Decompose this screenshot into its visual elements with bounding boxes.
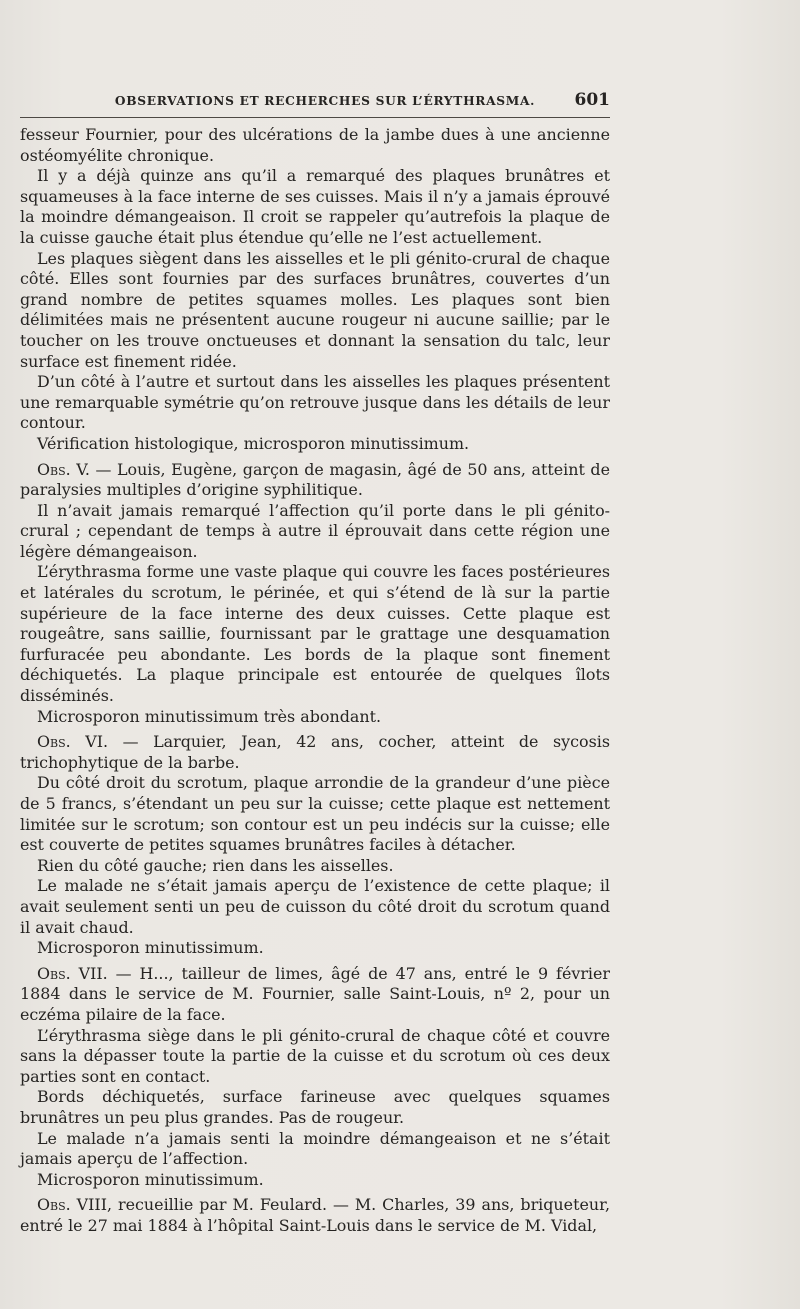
paragraph: Le malade n’a jamais senti la moindre démangeaison et ne s’était jamais aperçu de l’affection. <box>20 1128 610 1169</box>
paragraph: Le malade ne s’était jamais aperçu de l’existence de cette plaque; il avait seulement senti un peu de cuisson du côté droit du scrotum quand il avait chaud. <box>20 876 610 937</box>
paragraph: Microsporon minutissimum très abondant. <box>37 706 382 726</box>
paragraph-description: Les plaques siègent dans les aisselles et le pli génito-crural de chaque côté. Elles sont fournies par des surfaces brunâtres, couvertes d’un grand nombre de petites squames molles. Les plaques sont bien délimitées mais ne présentent aucune rougeur ni aucune saillie; par le toucher on les trouve onctueuses et donnant la sensation du talc, leur surface est finement ridée. <box>20 248 610 371</box>
observation-text: — Larquier, Jean, 42 ans, cocher, atteint de sycosis trichophytique de la barbe. <box>20 732 610 772</box>
observation-6 <box>20 732 610 773</box>
paragraph: Bords déchiquetés, surface farineuse avec quelques squames brunâtres un peu plus grandes. Pas de rougeur. <box>20 1087 610 1127</box>
paragraph-verification: Vérification histologique, microsporon minutissimum. <box>37 433 470 453</box>
observation-label: Obs. VI. <box>37 732 109 752</box>
header-rule <box>20 117 610 118</box>
observation-5 <box>20 460 610 501</box>
paragraph: L’érythrasma siège dans le pli génito-crural de chaque côté et couvre sans la dépasser toute la partie de la cuisse et du scrotum où ces deux parties sont en contact. <box>20 1025 610 1086</box>
paragraph: Du côté droit du scrotum, plaque arrondie de la grandeur d’une pièce de 5 francs, s’étendant un peu sur la cuisse; cette plaque est nettement limitée sur le scrotum; son contour est un peu indécis sur la cuisse; elle est couverte de petites squames brunâtres faciles à détacher. <box>20 773 610 855</box>
paragraph: Rien du côté gauche; rien dans les aisselles. <box>37 855 394 875</box>
observation-label: Obs. VII. <box>37 963 108 983</box>
observation-label: Obs. V. <box>37 459 90 479</box>
observation-7 <box>20 964 610 1026</box>
paragraph-symmetry: D’un côté à l’autre et surtout dans les aisselles les plaques présentent une remarquable symétrie qu’on retrouve jusque dans les détails de leur contour. <box>20 372 610 433</box>
body-text <box>20 125 610 1236</box>
paragraph: Microsporon minutissimum. <box>37 938 264 958</box>
observation-text: — H..., tailleur de limes, âgé de 47 ans, entré le 9 février 1884 dans le service de M. Fournier, salle Saint-Louis, nº 2, pour un eczéma pilaire de la face. <box>20 963 610 1024</box>
page-header <box>20 90 610 114</box>
running-title: OBSERVATIONS ET RECHERCHES SUR L’ÉRYTHRASMA. <box>114 94 536 108</box>
observation-label: Obs. VIII, <box>37 1195 113 1215</box>
paragraph: L’érythrasma forme une vaste plaque qui couvre les faces postérieures et latérales du scrotum, le périnée, et qui s’étend de là sur la partie supérieure de la face interne des deux cuisses. Cette plaque est rougeâtre, sans saillie, fournissant par le grattage une desquamation furfuracée peu abondante. Les bords de la plaque sont finement déchiquetés. La plaque principale est entourée de quelques îlots disséminés. <box>20 562 610 706</box>
paragraph: Il n’avait jamais remarqué l’affection qu’il porte dans le pli génito-crural ; cependant de temps à autre il éprouvait dans cette région une légère démangeaison. <box>20 500 610 561</box>
paragraph-history: Il y a déjà quinze ans qu’il a remarqué des plaques brunâtres et squameuses à la face interne de ses cuisses. Mais il n’y a jamais éprouvé la moindre démangeaison. Il croit se rappeler qu’autrefois la plaque de la cuisse gauche était plus étendue qu’elle ne l’est actuellement. <box>20 166 610 247</box>
observation-8 <box>20 1195 610 1236</box>
page-number: 601 <box>574 90 610 110</box>
paragraph: Microsporon minutissimum. <box>37 1169 264 1189</box>
paragraph-continuation: fesseur Fournier, pour des ulcérations de la jambe dues à une ancienne ostéomyélite chronique. <box>20 125 610 165</box>
observation-text: — Louis, Eugène, garçon de magasin, âgé de 50 ans, atteint de paralysies multiples d’origine syphilitique. <box>20 459 610 500</box>
observation-text: recueillie par M. Feulard. — M. Charles, 39 ans, briqueteur, entré le 27 mai 1884 à l’hôpital Saint-Louis dans le service de M. Vidal, <box>20 1195 610 1235</box>
